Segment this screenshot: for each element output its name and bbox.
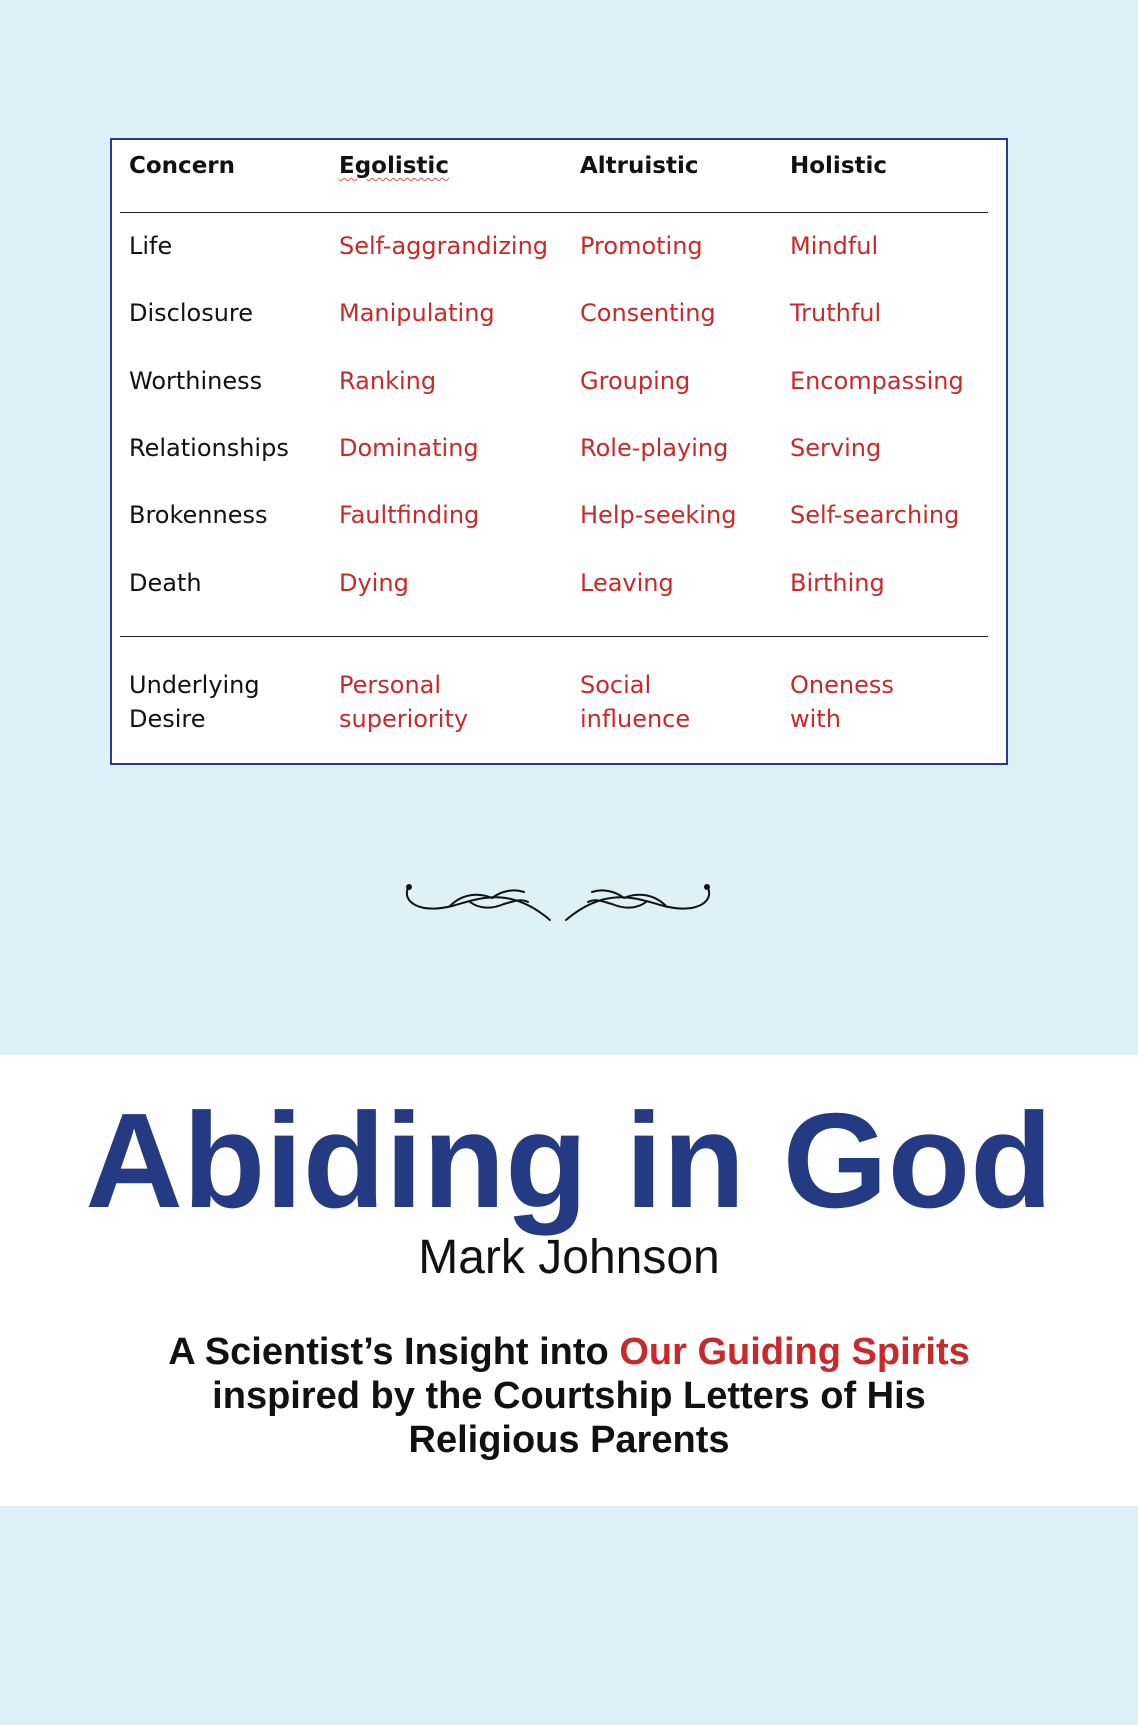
header-altruistic: Altruistic	[580, 153, 699, 179]
holistic-desire-line2: with	[790, 705, 841, 733]
concern-label: Disclosure	[129, 299, 254, 327]
concern-label: Brokenness	[129, 501, 268, 529]
holistic-value: Truthful	[790, 299, 882, 327]
holistic-value: Encompassing	[790, 367, 964, 395]
egolistic-value: Faultfinding	[339, 501, 480, 529]
holistic-value: Serving	[790, 434, 882, 462]
book-title: Abiding in God	[85, 1085, 1053, 1236]
egolistic-value: Self-aggrandizing	[339, 232, 549, 260]
header-divider	[120, 212, 988, 213]
altruistic-value: Promoting	[580, 232, 703, 260]
subtitle-line2: inspired by the Courtship Letters of His	[212, 1375, 926, 1417]
holistic-value: Self-searching	[790, 501, 960, 529]
concern-label: Relationships	[129, 434, 289, 462]
flourish-divider-icon	[400, 880, 716, 926]
concern-label-line2: Desire	[129, 705, 206, 733]
altruistic-value: Consenting	[580, 299, 716, 327]
subtitle-line3: Religious Parents	[408, 1419, 730, 1461]
concern-label-line1: Underlying	[129, 671, 260, 699]
altruistic-desire-line1: Social	[580, 671, 652, 699]
book-subtitle	[40, 1330, 1098, 1462]
holistic-value: Mindful	[790, 232, 879, 260]
concern-label: Worthiness	[129, 367, 263, 395]
altruistic-desire-line2: influence	[580, 705, 691, 733]
altruistic-value: Grouping	[580, 367, 691, 395]
concern-label: Life	[129, 232, 173, 260]
holistic-value: Birthing	[790, 569, 885, 597]
subtitle-text: A Scientist’s Insight into	[168, 1331, 620, 1373]
subtitle-highlight: Our Guiding Spirits	[619, 1331, 970, 1373]
author-name: Mark Johnson	[418, 1231, 720, 1284]
header-egolistic: Egolistic	[339, 153, 449, 179]
egolistic-value: Manipulating	[339, 299, 495, 327]
header-concern: Concern	[129, 153, 236, 179]
footer-divider	[120, 636, 988, 637]
altruistic-value: Help-seeking	[580, 501, 737, 529]
holistic-desire-line1: Oneness	[790, 671, 894, 699]
altruistic-value: Leaving	[580, 569, 674, 597]
egolistic-value: Dominating	[339, 434, 479, 462]
concern-table	[110, 138, 1008, 765]
subtitle-line1	[40, 1330, 1098, 1374]
altruistic-value: Role-playing	[580, 434, 729, 462]
egolistic-value: Ranking	[339, 367, 437, 395]
concern-label: Death	[129, 569, 202, 597]
header-holistic: Holistic	[790, 153, 888, 179]
egolistic-value: Dying	[339, 569, 409, 597]
egolistic-desire-line2: superiority	[339, 705, 469, 733]
egolistic-desire-line1: Personal	[339, 671, 442, 699]
